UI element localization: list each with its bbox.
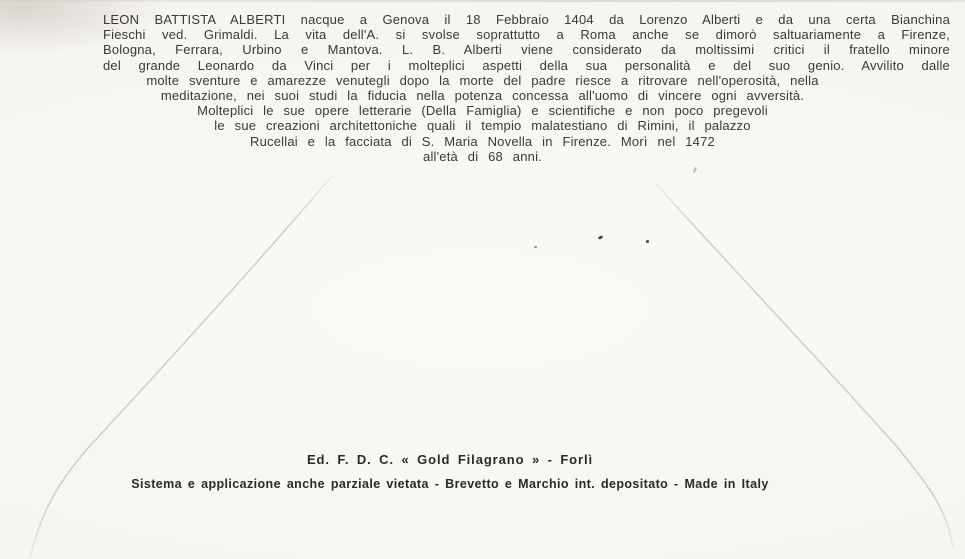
text-line: all'età di 68 anni. — [423, 148, 542, 164]
flap-crease-right — [656, 184, 953, 548]
paper-speck — [534, 246, 537, 248]
text-line: LEON BATTISTA ALBERTI nacque a Genova il 18 Febbraio 1404 da Lorenzo Alberti e da una certa Bianchina — [103, 12, 950, 27]
text-line: Bologna, Ferrara, Urbino e Mantova. L. B. Alberti viene considerato da moltissimi critici il fratello minore — [103, 42, 950, 58]
text-line: le sue creazioni architettoniche quali il tempio malatestiano di Rimini, il palazzo — [214, 118, 751, 134]
text-line: Fieschi ved. Grimaldi. La vita dell'A. si svolse soprattutto a Roma anche se dimorò saltuariamente a Firenze, — [103, 27, 950, 43]
text-line: molte sventure e amarezze venutegli dopo la morte del padre riesce a ritrovare nell'operosità, nella — [146, 72, 819, 88]
scan-edge — [0, 0, 965, 2]
text-line: Molteplici le sue opere letterarie (Della Famiglia) e scientifiche e non poco pregevoli — [197, 103, 768, 119]
flap-crease-left — [30, 176, 332, 558]
paper-speck — [646, 240, 649, 243]
text-line: meditazione, nei suoi studi la fiducia nella potenza concessa all'uomo di vincere ogni avversità. — [160, 88, 805, 104]
text-line: Rucellai e la facciata di S. Maria Novella in Firenze. Morì nel 1472 — [250, 133, 715, 149]
biography-text — [0, 12, 965, 164]
imprint-block — [0, 452, 900, 491]
legal-line: Sistema e applicazione anche parziale vietata - Brevetto e Marchio int. depositato - Made in Italy — [131, 477, 769, 491]
text-line: del grande Leonardo da Vinci per i molteplici aspetti della sua personalità e del suo genio. Avvilito dalle — [103, 57, 950, 73]
publisher-line: Ed. F. D. C. « Gold Filagrano » - Forlì — [306, 452, 593, 467]
